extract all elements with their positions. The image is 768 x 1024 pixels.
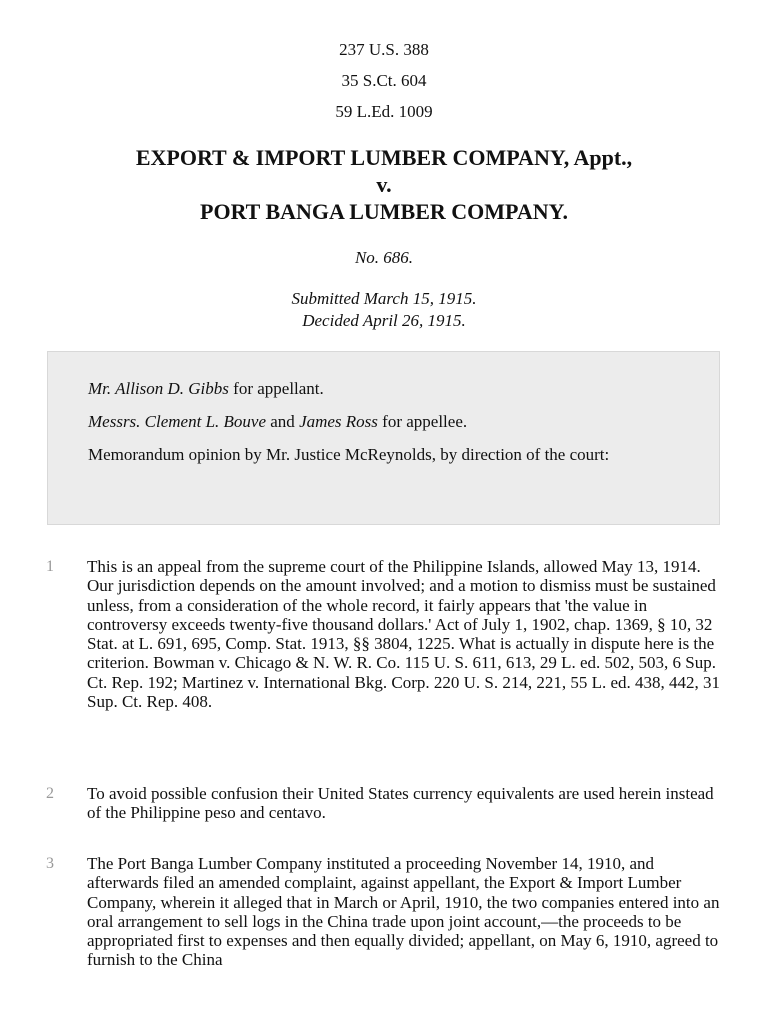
appellee-counsel-name-2: James Ross	[299, 412, 378, 431]
appellee-counsel-and: and	[266, 412, 300, 431]
citation-sct: 35 S.Ct. 604	[341, 71, 427, 90]
citations-block	[0, 34, 768, 127]
paragraph-text: This is an appeal from the supreme court of the Philippine Islands, allowed May 13, 1914. Our jurisdiction depends on the amount involved; and a motion to dismiss must be sustained unless, from a consideration of the whole record, it fairly appears that 'the value in controversy exceeds twenty-five thousand dollars.' Act of July 1, 1902, chap. 1369, § 10, 32 Stat. at L. 691, 695, Comp. Stat. 1913, §§ 3804, 1225. What is actually in dispute here is the criterion. Bowman v. Chicago & N. W. R. Co. 115 U. S. 611, 613, 29 L. ed. 502, 503, 6 Sup. Ct. Rep. 192; Martinez v. International Bkg. Corp. 220 U. S. 214, 221, 55 L. ed. 438, 442, 31 Sup. Ct. Rep. 408.	[87, 557, 721, 712]
paragraph-text: The Port Banga Lumber Company instituted a proceeding November 14, 1910, and afterwards filed an amended complaint, against appellant, the Export & Import Lumber Company, wherein it alleged that in March or April, 1910, the two companies entered into an oral arrangement to sell logs in the China trade upon joint account,—the proceeds to be appropriated first to expenses and then equally divided; appellant, on May 6, 1910, agreed to furnish to the China	[87, 854, 720, 970]
case-dates	[0, 288, 768, 332]
submitted-date: Submitted March 15, 1915.	[291, 289, 477, 308]
case-title	[0, 144, 768, 225]
case-title-appellee: PORT BANGA LUMBER COMPANY.	[200, 199, 568, 224]
appellant-counsel	[88, 379, 679, 399]
counsel-box	[47, 351, 720, 525]
case-title-appellant: EXPORT & IMPORT LUMBER COMPANY, Appt.,	[135, 145, 633, 170]
appellee-counsel-name-1: Messrs. Clement L. Bouve	[88, 412, 267, 431]
case-title-versus: v.	[376, 172, 392, 197]
citation-led: 59 L.Ed. 1009	[335, 102, 433, 121]
appellee-counsel-role: for appellee.	[377, 412, 468, 431]
docket-number: No. 686.	[354, 248, 414, 267]
appellee-counsel	[88, 412, 679, 432]
paragraph-number: 2	[46, 785, 54, 802]
decided-date: Decided April 26, 1915.	[302, 311, 466, 330]
paragraph-text: To avoid possible confusion their United States currency equivalents are used herein instead of the Philippine peso and centavo.	[87, 784, 714, 823]
paragraph-number: 1	[46, 558, 54, 575]
appellant-counsel-name: Mr. Allison D. Gibbs	[88, 379, 229, 398]
memorandum-note: Memorandum opinion by Mr. Justice McReynolds, by direction of the court:	[88, 445, 610, 464]
paragraph-number: 3	[46, 855, 54, 872]
citation-us: 237 U.S. 388	[339, 40, 429, 59]
appellant-counsel-role: for appellant.	[228, 379, 324, 398]
